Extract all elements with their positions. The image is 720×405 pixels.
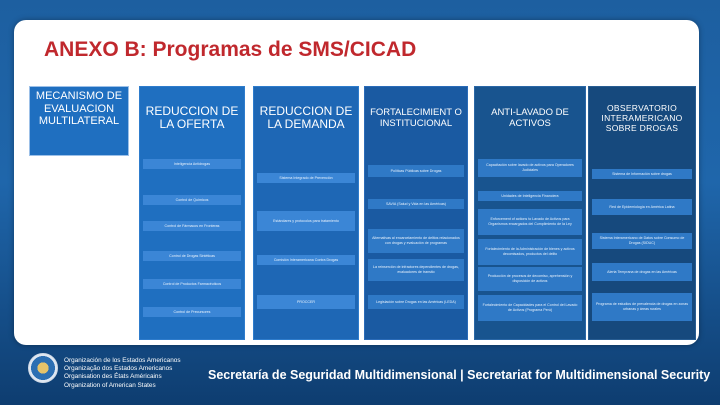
column-fortalecimiento bbox=[364, 86, 468, 340]
program-item: SAVIA (Salud y Vida en las Américas) bbox=[368, 199, 464, 209]
program-item: Comisión Interamericana Contra Drogas bbox=[257, 255, 355, 265]
oas-name-line: Organização dos Estados Americanos bbox=[64, 365, 173, 373]
column-heading: REDUCCION DE LA OFERTA bbox=[145, 104, 239, 131]
column-anti-lavado bbox=[474, 86, 586, 340]
program-item: Control de Químicos bbox=[143, 195, 241, 205]
program-item: Fortalecimiento de Capacidades para el Control del Lavado de Activos (Programa Perú) bbox=[478, 295, 582, 321]
column-heading: ANTI-LAVADO DE ACTIVOS bbox=[491, 107, 569, 129]
program-item: Políticas Públicas sobre Drogas bbox=[368, 165, 464, 177]
program-item: Unidades de Inteligencia Financiera bbox=[478, 191, 582, 201]
column-heading: OBSERVATORIO INTERAMERICANO SOBRE DROGAS bbox=[601, 103, 683, 133]
secretariat-title: Secretaría de Seguridad Multidimensional | Secretariat for Multidimensional Security bbox=[208, 368, 711, 382]
program-item: La reinserción de infractores dependientes de drogas, evaluadores de transito bbox=[368, 259, 464, 281]
oas-name-line: Organization of American States bbox=[64, 381, 156, 389]
column-heading: FORTALECIMIENT O INSTITUCIONAL bbox=[370, 107, 462, 129]
column-reduccion-oferta bbox=[139, 86, 245, 340]
oas-name-line: Organización de los Estados Americanos bbox=[64, 357, 181, 364]
oas-name-line: Organisation des États Américains bbox=[64, 373, 162, 381]
program-item: Red de Epidemiología en América Latina bbox=[592, 199, 692, 215]
mecanismo-box: MECANISMO DE EVALUACION MULTILATERAL bbox=[29, 86, 129, 156]
program-item: Sistema Integrado de Prevención bbox=[257, 173, 355, 183]
program-item: Control de Drogas Sintéticas bbox=[143, 251, 241, 261]
oas-seal-logo bbox=[28, 353, 58, 383]
slide-title: ANEXO B: Programas de SMS/CICAD bbox=[44, 38, 417, 61]
program-item: Control de Productos Farmacéuticos bbox=[143, 279, 241, 289]
column-reduccion-demanda bbox=[253, 86, 359, 340]
program-item: Sistema Interamericano de Datos sobre Consumo de Drogas (SIDUC) bbox=[592, 233, 692, 249]
program-item: Alternativas al encarcelamiento de delitos relacionados con drogas y evaluación de programas bbox=[368, 229, 464, 253]
program-item: Estándares y protocolos para tratamiento bbox=[257, 211, 355, 231]
program-item: Enforcement of actions to Lavado de Activos para Organismos encargados del Cumplimiento de la Ley bbox=[478, 209, 582, 235]
program-item: Alerta Temprana de drogas en las Américas bbox=[592, 263, 692, 281]
program-item: Control de Precursores bbox=[143, 307, 241, 317]
program-item: Capacitación sobre lavado de activos para Operadores Judiciales bbox=[478, 159, 582, 177]
column-heading: REDUCCION DE LA DEMANDA bbox=[259, 104, 353, 131]
program-item: Producción de procesos de decomiso, aprehensión y disposición de activos bbox=[478, 267, 582, 291]
program-item: Inteligencia Antidrogas bbox=[143, 159, 241, 169]
program-item: Legislación sobre Drogas en las Américas (LEDA) bbox=[368, 295, 464, 309]
column-observatorio bbox=[588, 86, 696, 340]
program-item: Fortalecimiento de la Administración de bienes y activos decomisados, productos del delito bbox=[478, 239, 582, 265]
program-item: Sistema de Información sobre drogas bbox=[592, 169, 692, 179]
program-item: PROCCER bbox=[257, 295, 355, 309]
program-item: Programa de estudios de prevalencia de drogas en zonas urbanas y áreas rurales bbox=[592, 293, 692, 321]
oas-name-block bbox=[64, 357, 214, 390]
program-item: Control de Fármacos en Fronteras bbox=[143, 221, 241, 231]
